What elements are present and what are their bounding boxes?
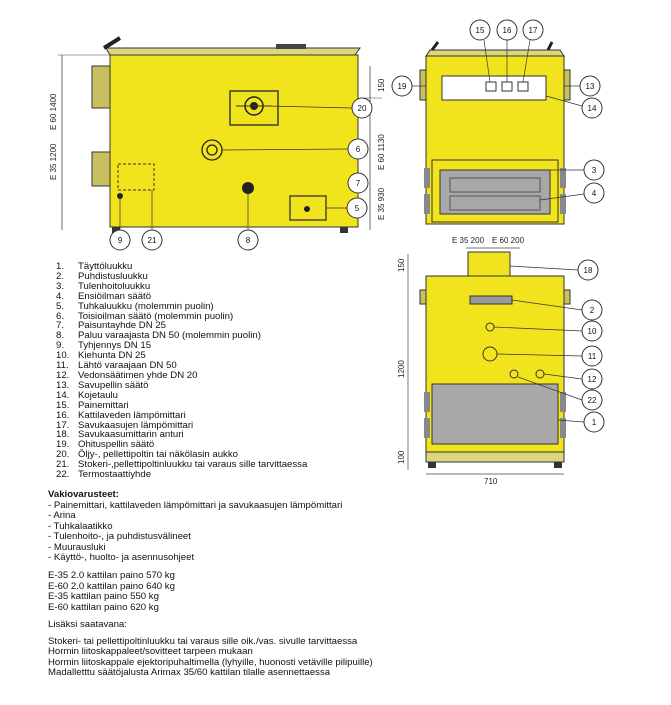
list-item: 11. Lähtö varaajaan DN 50 xyxy=(56,360,177,372)
list-item: Hormin liitoskappaleet/sovitteet tarpeen mukaan xyxy=(48,646,253,657)
callout-6: 6 xyxy=(355,145,361,154)
side-height-label-e35: E 35 1200 xyxy=(49,143,58,180)
list-item: 9. Tyhjennys DN 15 xyxy=(56,340,152,352)
callout-5: 5 xyxy=(354,204,360,213)
list-item: 6. Toisioilman säätö (molemmin puolin) xyxy=(56,310,234,322)
rear-top-label: 150 xyxy=(397,258,406,272)
list-item: 22. Termostaattiyhde xyxy=(56,469,152,481)
list-item: E-35 2.0 kattilan paino 570 kg xyxy=(48,570,175,581)
standard-equipment xyxy=(48,490,342,564)
list-item: 14. Kojetaulu xyxy=(56,389,119,401)
list-item: 13. Savupellin säätö xyxy=(56,379,149,391)
callout-2: 2 xyxy=(589,306,595,315)
side-top-label: 150 xyxy=(377,78,386,92)
list-item: 12. Vedonsäätimen yhde DN 20 xyxy=(56,369,198,381)
list-item: 20. Öljy-, pellettipoltin tai näkölasin aukko xyxy=(56,449,238,461)
rear-view xyxy=(408,252,570,474)
callout-7: 7 xyxy=(355,179,361,188)
list-item: Madalletttu säätöjalusta Arimax 35/60 kattilan tilalle asennettaessa xyxy=(48,667,331,678)
list-item: E-35 kattilan paino 550 kg xyxy=(48,591,159,602)
rear-base-label: 100 xyxy=(397,450,406,464)
weights xyxy=(48,571,175,613)
list-item: E-60 kattilan paino 620 kg xyxy=(48,601,159,613)
callout-20: 20 xyxy=(357,104,367,113)
callout-1: 1 xyxy=(591,418,597,427)
list-item: 5. Tuhkaluukku (molemmin puolin) xyxy=(56,300,214,312)
list-item: 3. Tulenhoitoluukku xyxy=(56,280,151,292)
optional-equipment-title: Lisäksi saatavana: xyxy=(48,619,127,630)
callout-8: 8 xyxy=(245,236,251,245)
list-item: 2. Puhdistusluukku xyxy=(56,270,148,282)
callout-3: 3 xyxy=(591,166,597,175)
callout-17: 17 xyxy=(528,26,538,35)
list-item: E-60 2.0 kattilan paino 640 kg xyxy=(48,580,175,592)
list-item: - Tuhkalaatikko xyxy=(48,520,113,532)
list-item: 15. Painemittari xyxy=(56,399,129,411)
list-item: Stokeri- tai pellettipoltinluukku tai varaus sille oik./vas. sivulle tarvittaessa xyxy=(48,635,358,647)
list-item: 17. Savukaasujen lämpömittari xyxy=(56,419,194,431)
list-item: 21. Stokeri-,pellettipoltinluukku tai varaus sille tarvittaessa xyxy=(56,459,308,471)
callout-13: 13 xyxy=(585,82,595,91)
list-item: Hormin liitoskappale ejektoripuhaltimella (lyhyille, huonosti vetäville pilipuille) xyxy=(48,656,373,668)
side-height-label-e60: E 60 1400 xyxy=(49,93,58,130)
list-item: 18. Savukaasumittarin anturi xyxy=(56,429,184,441)
side-view xyxy=(58,38,382,233)
callout-19: 19 xyxy=(397,82,407,91)
list-item: - Tulenhoito-, ja puhdistusvälineet xyxy=(48,531,191,542)
list-item: 1. Täyttöluukku xyxy=(56,261,133,272)
side-height-label-2-e35: E 35 930 xyxy=(377,187,386,220)
standard-equipment-title: Vakiovarusteet: xyxy=(48,489,119,500)
list-item: - Arina xyxy=(48,510,76,521)
callout-15: 15 xyxy=(475,26,485,35)
top-width-label-e60: E 60 200 xyxy=(492,236,525,245)
list-item: - Käyttö-, huolto- ja asennusohjeet xyxy=(48,552,195,563)
list-item: 8. Paluu varaajasta DN 50 (molemmin puolin) xyxy=(56,330,261,342)
rear-width-label: 710 xyxy=(484,477,498,486)
callout-4: 4 xyxy=(591,189,597,198)
front-view xyxy=(420,42,570,248)
list-item: - Muurausluki xyxy=(48,541,106,553)
list-item: 19. Ohituspellin säätö xyxy=(56,439,155,451)
list-item: 16. Kattilaveden lämpömittari xyxy=(56,409,186,421)
callout-9: 9 xyxy=(117,236,123,245)
callout-10: 10 xyxy=(587,327,597,336)
list-item: - Painemittari, kattilaveden lämpömittari ja savukaasujen lämpömittari xyxy=(48,499,343,511)
callout-11: 11 xyxy=(587,352,597,361)
top-width-label-e35: E 35 200 xyxy=(452,236,485,245)
list-item: 10. Kiehunta DN 25 xyxy=(56,350,146,362)
callout-12: 12 xyxy=(587,375,597,384)
list-item: 7. Paisuntayhde DN 25 xyxy=(56,320,166,332)
callout-22: 22 xyxy=(587,396,597,405)
rear-height-label: 1200 xyxy=(397,360,406,378)
list-item: 4. Ensiöilman säätö xyxy=(56,290,152,302)
optional-equipment xyxy=(48,620,373,679)
side-height-label-2-e60: E 60 1130 xyxy=(377,134,386,170)
callout-18: 18 xyxy=(583,266,593,275)
callout-21: 21 xyxy=(147,236,157,245)
callout-14: 14 xyxy=(587,104,597,113)
parts-list xyxy=(56,262,307,480)
callout-16: 16 xyxy=(502,26,512,35)
